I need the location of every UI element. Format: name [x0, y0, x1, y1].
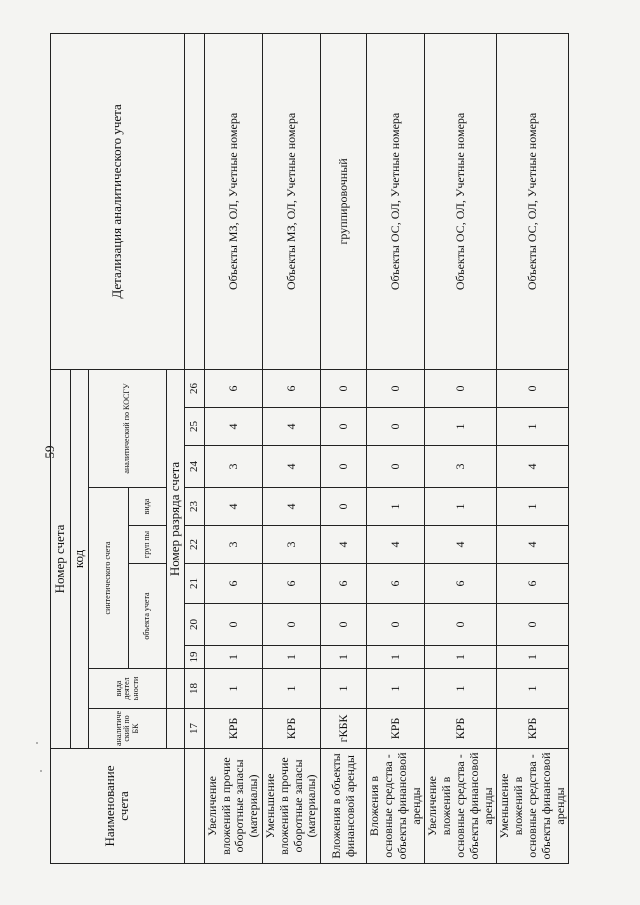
digit-cell: 25 — [184, 408, 204, 446]
cell-26: 6 — [204, 369, 262, 407]
header-activity: вида деятел ьности — [88, 669, 166, 709]
cell-19: 1 — [497, 646, 569, 669]
cell-25: 1 — [497, 408, 569, 446]
table-row — [321, 33, 367, 863]
cell-18: 1 — [367, 669, 425, 709]
cell-18: 1 — [204, 669, 262, 709]
header-group: груп пы — [128, 526, 166, 564]
cell-17: гКБК — [321, 709, 367, 749]
cell-26: 0 — [321, 369, 367, 407]
digit-cell: 18 — [184, 669, 204, 709]
cell-23: 1 — [425, 488, 497, 526]
cell-23: 1 — [367, 488, 425, 526]
cell-17: КРБ — [204, 709, 262, 749]
header-detail: Детализация аналитического учета — [51, 33, 185, 369]
account-name: Уменьшение вложений в прочие оборотные запасы (материалы) — [263, 749, 321, 864]
cell-18: 1 — [321, 669, 367, 709]
cell-21: 6 — [263, 564, 321, 604]
cell-20: 0 — [263, 604, 321, 646]
header-analytic-bk: аналитиче ский по БК — [88, 709, 166, 749]
cell-20: 0 — [204, 604, 262, 646]
account-detail: Объекты МЗ, ОЛ, Учетные номера — [263, 33, 321, 369]
cell-21: 6 — [367, 564, 425, 604]
cell-17: КРБ — [367, 709, 425, 749]
digit-cell-blank — [184, 33, 204, 369]
cell-22: 4 — [497, 526, 569, 564]
digit-cell: 20 — [184, 604, 204, 646]
account-detail: Объекты ОС, ОЛ, Учетные номера — [497, 33, 569, 369]
cell-24: 4 — [263, 446, 321, 488]
cell-22: 4 — [367, 526, 425, 564]
digit-cell: 21 — [184, 564, 204, 604]
cell-24: 3 — [204, 446, 262, 488]
cell-24: 0 — [321, 446, 367, 488]
header-spacer — [166, 709, 184, 749]
cell-20: 0 — [367, 604, 425, 646]
cell-26: 0 — [367, 369, 425, 407]
cell-22: 3 — [263, 526, 321, 564]
cell-18: 1 — [425, 669, 497, 709]
account-name: Уменьшение вложений в основные средства - объекты финансовой аренды — [497, 749, 569, 864]
page-number: 59 — [42, 445, 57, 459]
header-spacer — [166, 669, 184, 709]
cell-21: 6 — [425, 564, 497, 604]
cell-23: 4 — [204, 488, 262, 526]
cell-23: 0 — [321, 488, 367, 526]
header-kosgu: аналитический по КОСГУ — [88, 369, 166, 487]
table-row — [425, 33, 497, 863]
account-name: Увеличение вложений в прочие оборотные запасы (материалы) — [204, 749, 262, 864]
header-account-number: Номер счета — [51, 369, 71, 748]
cell-24: 4 — [497, 446, 569, 488]
cell-26: 0 — [425, 369, 497, 407]
scan-speck — [40, 770, 42, 772]
header-code: код — [71, 369, 89, 748]
cell-26: 6 — [263, 369, 321, 407]
cell-24: 0 — [367, 446, 425, 488]
header-digit-number: Номер разряда счета — [166, 369, 184, 668]
account-name: Увеличение вложений в основные средства - объекты финансовой аренды — [425, 749, 497, 864]
digit-cell: 26 — [184, 369, 204, 407]
digit-cell: 24 — [184, 446, 204, 488]
account-detail: Объекты ОС, ОЛ, Учетные номера — [425, 33, 497, 369]
table-row — [263, 33, 321, 863]
table-row — [204, 33, 262, 863]
cell-22: 4 — [425, 526, 497, 564]
account-detail: Объекты ОС, ОЛ, Учетные номера — [367, 33, 425, 369]
account-name: Вложения в основные средства - объекты финансовой аренды — [367, 749, 425, 864]
digit-cell: 23 — [184, 488, 204, 526]
cell-21: 6 — [204, 564, 262, 604]
account-name: Вложения в объекты финансовой аренды — [321, 749, 367, 864]
table-row — [497, 33, 569, 863]
cell-23: 4 — [263, 488, 321, 526]
cell-25: 0 — [367, 408, 425, 446]
cell-23: 1 — [497, 488, 569, 526]
cell-22: 3 — [204, 526, 262, 564]
cell-21: 6 — [321, 564, 367, 604]
cell-19: 1 — [204, 646, 262, 669]
rotated-table-sheet — [50, 34, 567, 864]
cell-25: 0 — [321, 408, 367, 446]
header-object: объекта учета — [128, 564, 166, 669]
cell-19: 1 — [321, 646, 367, 669]
digit-cell: 22 — [184, 526, 204, 564]
digit-cell-blank — [184, 749, 204, 864]
cell-20: 0 — [425, 604, 497, 646]
cell-17: КРБ — [497, 709, 569, 749]
accounts-table — [50, 33, 569, 864]
cell-19: 1 — [263, 646, 321, 669]
table-row — [367, 33, 425, 863]
header-row-1 — [51, 33, 71, 863]
cell-20: 0 — [497, 604, 569, 646]
cell-25: 4 — [263, 408, 321, 446]
cell-24: 3 — [425, 446, 497, 488]
header-name: Наименование счета — [51, 749, 185, 864]
cell-17: КРБ — [425, 709, 497, 749]
cell-18: 1 — [263, 669, 321, 709]
header-kind: вида — [128, 488, 166, 526]
cell-19: 1 — [425, 646, 497, 669]
cell-22: 4 — [321, 526, 367, 564]
cell-25: 4 — [204, 408, 262, 446]
cell-26: 0 — [497, 369, 569, 407]
header-synthetic: синтетического счета — [88, 488, 128, 669]
digit-cell: 17 — [184, 709, 204, 749]
cell-25: 1 — [425, 408, 497, 446]
digit-cell: 19 — [184, 646, 204, 669]
cell-19: 1 — [367, 646, 425, 669]
cell-17: КРБ — [263, 709, 321, 749]
cell-18: 1 — [497, 669, 569, 709]
scan-speck — [36, 742, 38, 744]
cell-20: 0 — [321, 604, 367, 646]
digit-row — [184, 33, 204, 863]
cell-21: 6 — [497, 564, 569, 604]
account-detail: группировочный — [321, 33, 367, 369]
account-detail: Объекты МЗ, ОЛ, Учетные номера — [204, 33, 262, 369]
